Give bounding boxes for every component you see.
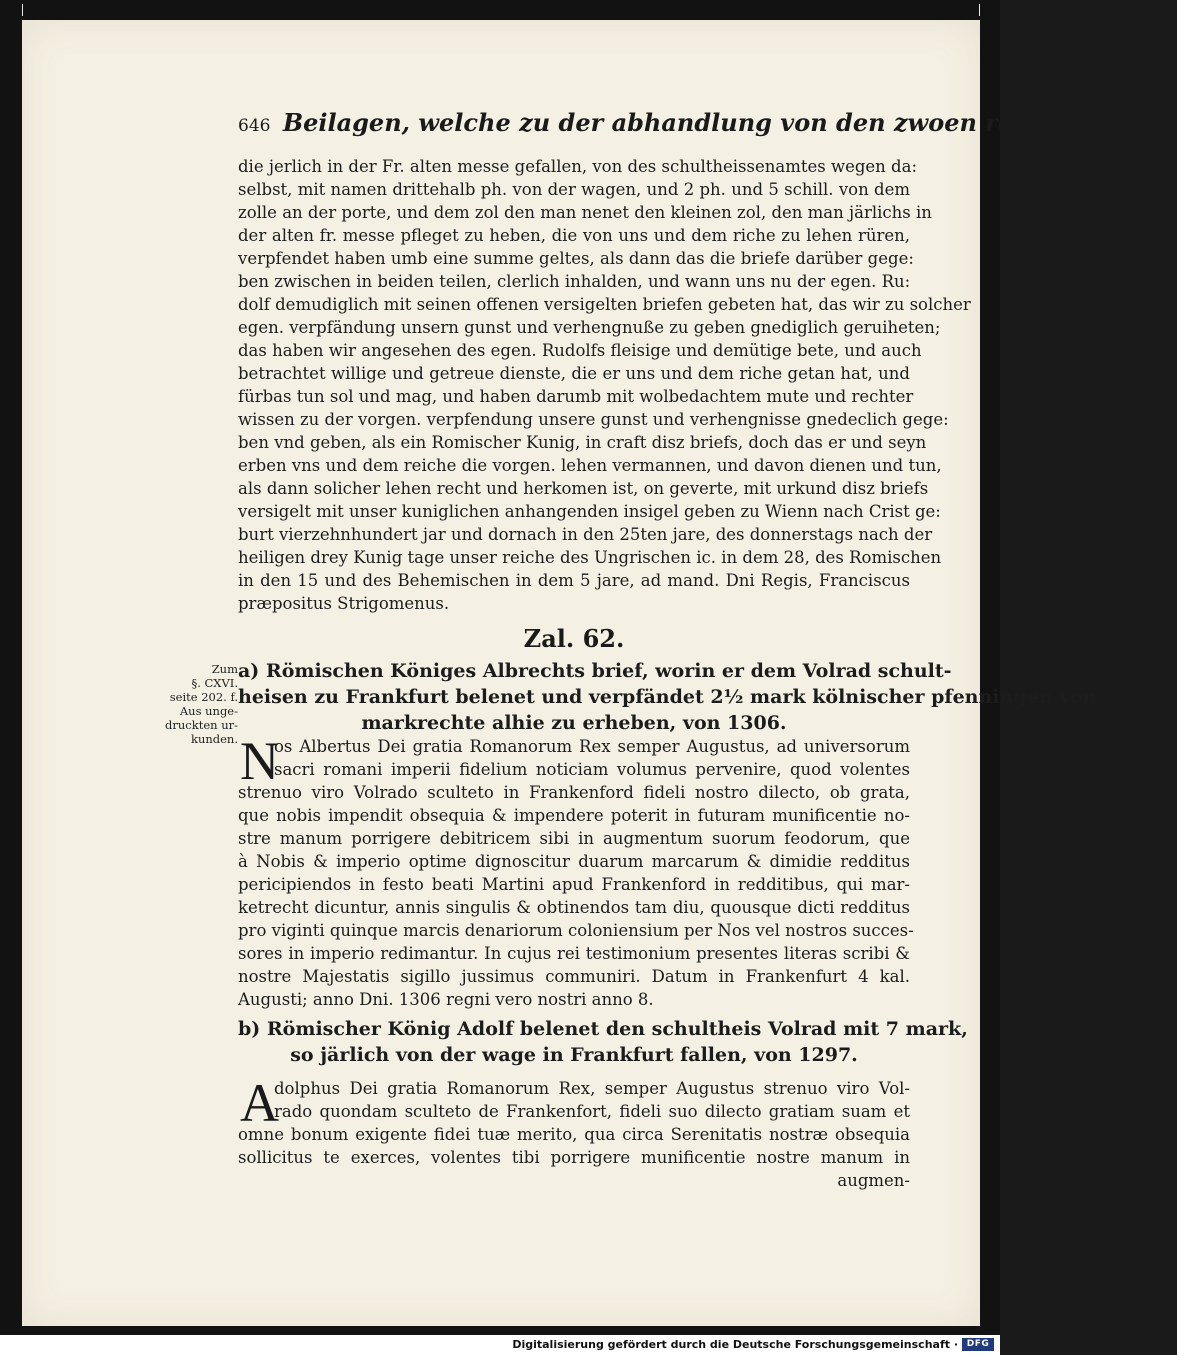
document-b-heading xyxy=(238,1016,968,1068)
text-line: heiligen drey Kunig tage unser reiche des Ungrischen ic. in dem 28, des Romischen xyxy=(238,548,942,567)
document-a-body xyxy=(238,731,914,1011)
text-line: sollicitus te exerces, volentes tibi porrigere munificentie nostre manum in xyxy=(238,1148,910,1167)
text-line: dolphus Dei gratia Romanorum Rex, semper Augustus strenuo viro Vol- xyxy=(274,1079,910,1098)
text-line: ben zwischen in beiden teilen, clerlich inhalden, und wann uns nu der egen. Ru: xyxy=(238,272,911,291)
text-line: sores in imperio redimantur. In cujus rei testimonium presentes literas scribi & xyxy=(238,944,910,963)
heading-line: heisen zu Frankfurt belenet und verpfändet 2½ mark kölnischer pfenningen von xyxy=(238,686,1097,708)
text-line: als dann solicher lehen recht und herkomen ist, on geverte, mit urkund disz briefs xyxy=(238,479,929,498)
text-line: betrachtet willige und getreue dienste, die er uns und dem riche getan hat, und xyxy=(238,364,910,383)
document-b-body xyxy=(238,1073,910,1192)
text-line: egen. verpfändung unsern gunst und verhengnuße zu geben gnediglich geruiheten; xyxy=(238,318,941,337)
text-line: das haben wir angesehen des egen. Rudolfs fleisige und demütige bete, und auch xyxy=(238,341,922,360)
section-title: Zal. 62. xyxy=(523,624,625,653)
text-line: os Albertus Dei gratia Romanorum Rex semper Augustus, ad universorum xyxy=(274,737,910,756)
text-line: sacri romani imperii fidelium noticiam volumus pervenire, quod volentes xyxy=(274,760,910,779)
text-line: der alten fr. messe pfleget zu heben, die von uns und dem riche zu lehen rüren, xyxy=(238,226,910,245)
funding-credit: Digitalisierung gefördert durch die Deutsche Forschungsgemeinschaft · xyxy=(512,1338,958,1351)
digitization-footer xyxy=(0,1335,1000,1355)
document-a-heading xyxy=(238,658,1097,736)
continued-text xyxy=(238,155,971,615)
catchword: augmen- xyxy=(837,1171,910,1190)
text-line: fürbas tun sol und mag, und haben darumb mit wolbedachtem mute und rechter xyxy=(238,387,914,406)
heading-line: so järlich von der wage in Frankfurt fallen, von 1297. xyxy=(290,1044,858,1066)
text-line: que nobis impendit obsequia & impendere poterit in futuram munificentie no- xyxy=(238,806,910,825)
crop-mark-top-left xyxy=(22,4,23,16)
heading-line: a) Römischen Königes Albrechts brief, worin er dem Volrad schult- xyxy=(238,660,952,682)
margin-note-line: §. CXVI. xyxy=(191,676,238,690)
drop-cap-n: N xyxy=(240,731,279,791)
text-line: ketrecht dicuntur, annis singulis & obtinendos tam diu, quousque dicti redditus xyxy=(238,898,910,917)
text-line: à Nobis & imperio optime dignoscitur duarum marcarum & dimidie redditus xyxy=(238,852,910,871)
text-line: præpositus Strigomenus. xyxy=(238,594,450,613)
crop-mark-top-right xyxy=(979,4,980,16)
dfg-logo-icon: DFG xyxy=(962,1338,994,1351)
page-header xyxy=(238,108,1177,142)
margin-note-line: Aus unge- xyxy=(179,704,238,718)
margin-note-line: druckten ur- xyxy=(165,718,238,732)
heading-line: markrechte alhie zu erheben, von 1306. xyxy=(361,712,787,734)
text-line: burt vierzehnhundert jar und dornach in den 25ten jare, des donnerstags nach der xyxy=(238,525,933,544)
text-line: die jerlich in der Fr. alten messe gefallen, von des schultheissenamtes wegen da: xyxy=(238,157,918,176)
text-line: in den 15 und des Behemischen in dem 5 jare, ad mand. Dni Regis, Franciscus xyxy=(238,571,910,590)
text-line: erben vns und dem reiche die vorgen. lehen vermannen, und davon dienen und tun, xyxy=(238,456,942,475)
text-line: wissen zu der vorgen. verpfendung unsere gunst und verhengnisse gnedeclich gege: xyxy=(238,410,949,429)
text-line: dolf demudiglich mit seinen offenen versigelten briefen gebeten hat, das wir zu solcher xyxy=(238,295,971,314)
text-line: nostre Majestatis sigillo jussimus communiri. Datum in Frankenfurt 4 kal. xyxy=(238,967,910,986)
margin-note-line: Zum xyxy=(211,662,238,676)
text-line: versigelt mit unser kuniglichen anhangenden insigel geben zu Wienn nach Crist ge: xyxy=(238,502,941,521)
text-line: verpfendet haben umb eine summe geltes, als dann das die briefe darüber gege: xyxy=(238,249,914,268)
text-line: rado quondam sculteto de Frankenfort, fideli suo dilecto gratiam suam et xyxy=(274,1102,910,1121)
text-line: zolle an der porte, und dem zol den man nenet den kleinen zol, den man järlichs in xyxy=(238,203,932,222)
text-line: ben vnd geben, als ein Romischer Kunig, in craft disz briefs, doch das er und seyn xyxy=(238,433,927,452)
text-line: pericipiendos in festo beati Martini apud Frankenford in redditibus, qui mar- xyxy=(238,875,910,894)
text-line: Augusti; anno Dni. 1306 regni vero nostri anno 8. xyxy=(238,990,654,1009)
text-line: stre manum porrigere debitricem sibi in augmentum suorum feodorum, que xyxy=(238,829,910,848)
margin-note-line: kunden. xyxy=(190,732,238,746)
margin-note-line: seite 202. f. xyxy=(169,690,238,704)
text-line: omne bonum exigente fidei tuæ merito, qua circa Serenitatis nostræ obsequia xyxy=(238,1125,910,1144)
text-line: strenuo viro Volrado sculteto in Frankenford fideli nostro dilecto, ob grata, xyxy=(238,783,910,802)
margin-note xyxy=(146,662,238,746)
running-title: Beilagen, welche zu der abhandlung von den zwoen reichsmessen, xyxy=(282,108,1177,137)
text-line: selbst, mit namen drittehalb ph. von der wagen, und 2 ph. und 5 schill. von dem xyxy=(238,180,910,199)
page-number: 646 xyxy=(238,116,271,136)
text-line: pro viginti quinque marcis denariorum coloniensium per Nos vel nostros succes- xyxy=(238,921,914,940)
drop-cap-a: A xyxy=(240,1073,279,1133)
heading-line: b) Römischer König Adolf belenet den schultheis Volrad mit 7 mark, xyxy=(238,1018,968,1040)
